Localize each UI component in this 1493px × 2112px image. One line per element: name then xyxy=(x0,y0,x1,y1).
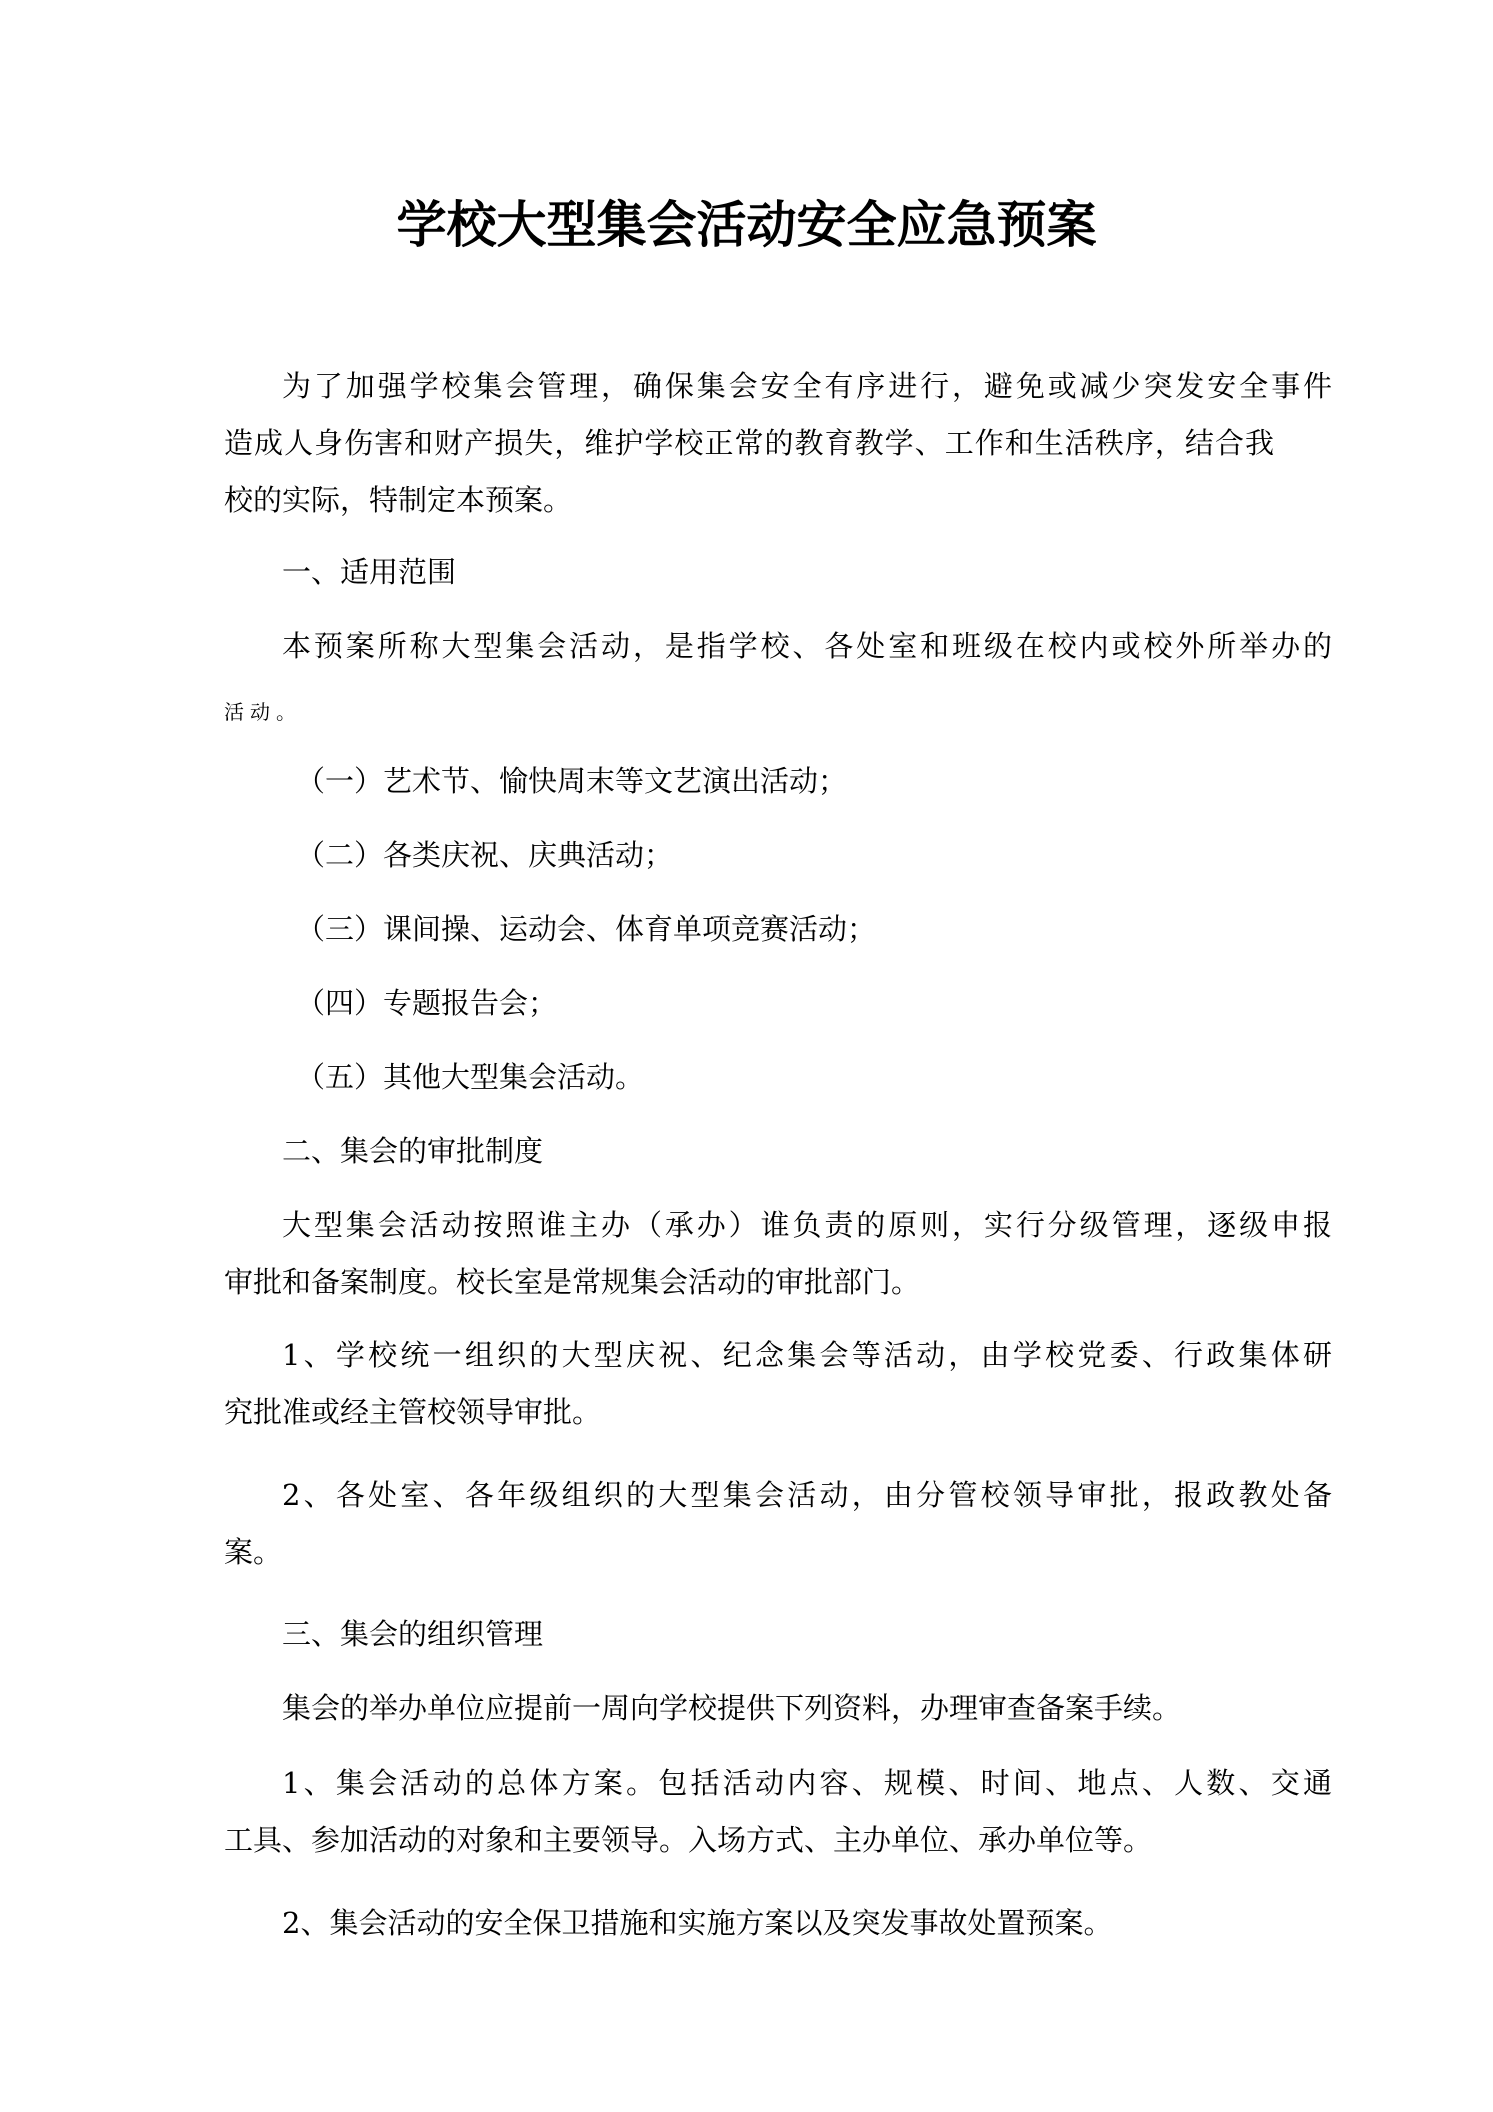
section1-body-line-2: 活动。 xyxy=(224,700,302,724)
intro-line-2: 造成人身伤害和财产损失，维护学校正常的教育教学、工作和生活秩序，结合我 xyxy=(224,426,1274,460)
section3-heading: 三、集会的组织管理 xyxy=(282,1617,544,1651)
section2-point1-line-2: 究批准或经主管校领导审批。 xyxy=(224,1395,602,1429)
section2-body-line-1: 大型集会活动按照谁主办（承办）谁负责的原则，实行分级管理，逐级申报 xyxy=(282,1208,1332,1242)
section2-heading: 二、集会的审批制度 xyxy=(282,1134,544,1168)
section1-body-line-1: 本预案所称大型集会活动，是指学校、各处室和班级在校内或校外所举办的 xyxy=(282,629,1332,663)
intro-line-1: 为了加强学校集会管理，确保集会安全有序进行，避免或减少突发安全事件 xyxy=(282,369,1332,403)
section3-body: 集会的举办单位应提前一周向学校提供下列资料，办理审查备案手续。 xyxy=(282,1691,1182,1725)
section1-item-1: （一）艺术节、愉快周末等文艺演出活动； xyxy=(296,764,848,798)
section2-point2-line-2: 案。 xyxy=(224,1535,283,1569)
section2-point2-line-1: 2、各处室、各年级组织的大型集会活动，由分管校领导审批，报政教处备 xyxy=(282,1478,1332,1512)
section1-item-4: （四）专题报告会； xyxy=(296,986,558,1020)
section1-item-3: （三）课间操、运动会、体育单项竞赛活动； xyxy=(296,912,877,946)
section3-point2: 2、集会活动的安全保卫措施和实施方案以及突发事故处置预案。 xyxy=(282,1906,1113,1940)
page-title: 学校大型集会活动安全应急预案 xyxy=(396,196,1097,254)
section1-item-5: （五）其他大型集会活动。 xyxy=(296,1060,645,1094)
section2-point1-line-1: 1、学校统一组织的大型庆祝、纪念集会等活动，由学校党委、行政集体研 xyxy=(282,1338,1332,1372)
intro-line-3: 校的实际，特制定本预案。 xyxy=(224,483,573,517)
section3-point1-line-1: 1、集会活动的总体方案。包括活动内容、规模、时间、地点、人数、交通 xyxy=(282,1766,1332,1800)
section2-body-line-2: 审批和备案制度。校长室是常规集会活动的审批部门。 xyxy=(224,1265,921,1299)
section1-heading: 一、适用范围 xyxy=(282,555,457,589)
section3-point1-line-2: 工具、参加活动的对象和主要领导。入场方式、主办单位、承办单位等。 xyxy=(224,1823,1153,1857)
section1-item-2: （二）各类庆祝、庆典活动； xyxy=(296,838,674,872)
